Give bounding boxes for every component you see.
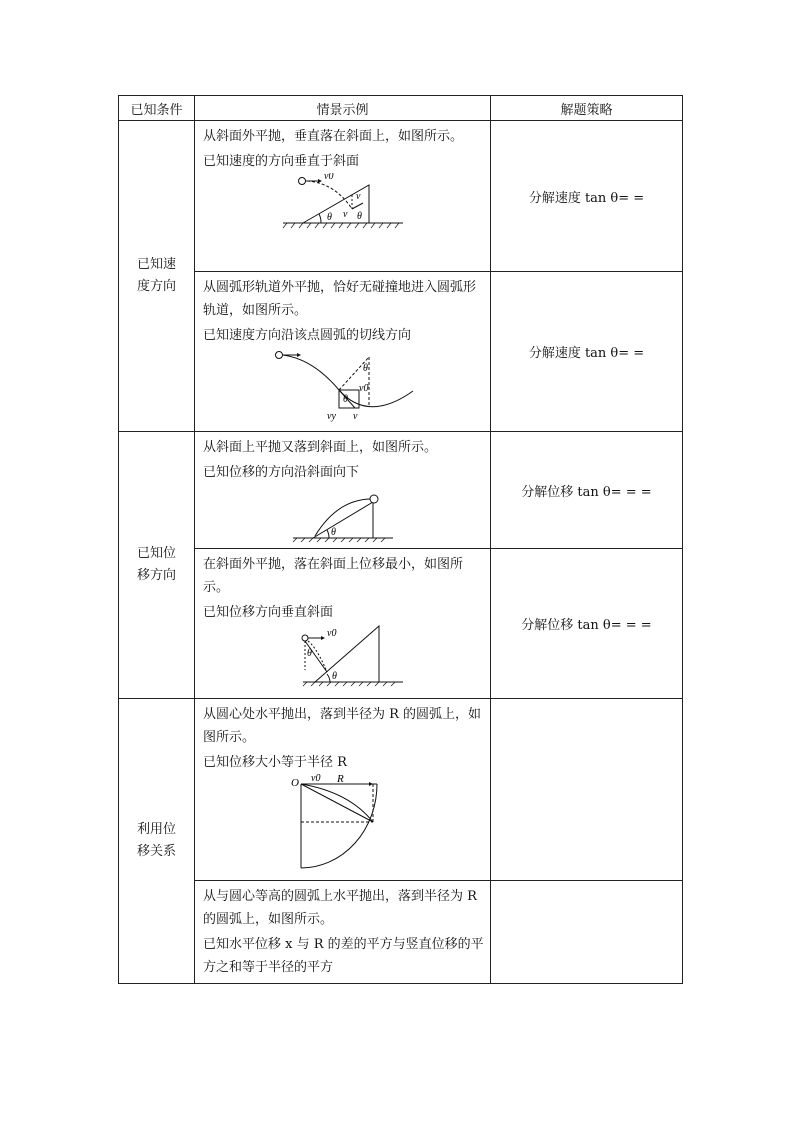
svg-text:θ: θ <box>332 671 337 682</box>
table-row <box>119 432 683 549</box>
scenario-known: 已知水平位移 x 与 R 的差的平方与竖直位移的平方之和等于半径的平方 <box>203 937 484 975</box>
svg-text:θ: θ <box>331 527 336 538</box>
scenario-desc: 从斜面外平抛，垂直落在斜面上，如图所示。 <box>203 129 464 144</box>
figure-arc-tangent-velocity <box>203 347 483 427</box>
svg-text:θ: θ <box>343 394 348 405</box>
scenario-desc: 从圆心处水平抛出，落到半径为 R 的圆弧上，如图所示。 <box>203 707 482 745</box>
header-conditions: 已知条件 <box>119 96 195 121</box>
scenario-cell <box>195 881 491 984</box>
header-strategy: 解题策略 <box>491 96 683 121</box>
scenario-cell <box>195 699 491 881</box>
svg-text:v0: v0 <box>311 774 321 784</box>
solution-cell <box>491 881 683 984</box>
category-velocity-direction: 已知速度方向 <box>119 121 195 432</box>
table-row <box>119 272 683 432</box>
scenario-cell <box>195 121 491 272</box>
svg-text:v0: v0 <box>327 628 337 639</box>
scenario-desc: 从与圆心等高的圆弧上水平抛出，落到半径为 R 的圆弧上，如图所示。 <box>203 889 477 927</box>
solution-cell: 分解速度 tan θ= = <box>491 121 683 272</box>
svg-text:v: v <box>353 411 358 422</box>
svg-text:θ: θ <box>363 363 368 374</box>
figure-incline-perpendicular-velocity <box>203 173 483 231</box>
table-header-row <box>119 96 683 121</box>
solution-cell: 分解位移 tan θ= = = <box>491 549 683 699</box>
scenario-cell <box>195 549 491 699</box>
figure-center-throw <box>203 774 483 874</box>
svg-text:v: v <box>356 191 361 202</box>
scenario-known: 已知速度方向沿该点圆弧的切线方向 <box>203 328 412 343</box>
figure-minimum-displacement <box>203 624 483 688</box>
scenario-desc: 从斜面上平抛又落到斜面上，如图所示。 <box>203 440 438 455</box>
scenario-cell <box>195 432 491 549</box>
svg-text:v0: v0 <box>324 173 334 182</box>
svg-text:R: R <box>337 774 344 785</box>
svg-text:v: v <box>343 209 348 220</box>
svg-text:vy: vy <box>327 411 336 422</box>
svg-text:θ: θ <box>307 648 312 659</box>
scenario-known: 已知速度的方向垂直于斜面 <box>203 154 360 169</box>
table-row <box>119 699 683 881</box>
scenario-desc: 从圆弧形轨道外平抛，恰好无碰撞地进入圆弧形轨道，如图所示。 <box>203 280 477 318</box>
solution-cell: 分解位移 tan θ= = = <box>491 432 683 549</box>
scenario-known: 已知位移大小等于半径 R <box>203 755 347 770</box>
svg-text:θ: θ <box>357 211 362 222</box>
header-scenario: 情景示例 <box>195 96 491 121</box>
scenario-desc: 在斜面外平抛，落在斜面上位移最小，如图所示。 <box>203 557 464 595</box>
table-row <box>119 881 683 984</box>
solution-cell: 分解速度 tan θ= = <box>491 272 683 432</box>
solution-cell <box>491 699 683 881</box>
category-displacement-direction: 已知位移方向 <box>119 432 195 699</box>
svg-text:O: O <box>291 777 299 789</box>
figure-incline-to-incline <box>203 484 483 544</box>
figure-theta-label: θ <box>327 212 332 223</box>
table-row <box>119 121 683 272</box>
category-displacement-relation: 利用位移关系 <box>119 699 195 984</box>
strategy-table <box>118 95 683 984</box>
svg-text:v0: v0 <box>359 383 369 394</box>
scenario-known: 已知位移的方向沿斜面向下 <box>203 465 360 480</box>
table-row <box>119 549 683 699</box>
scenario-cell <box>195 272 491 432</box>
scenario-known: 已知位移方向垂直斜面 <box>203 605 334 620</box>
